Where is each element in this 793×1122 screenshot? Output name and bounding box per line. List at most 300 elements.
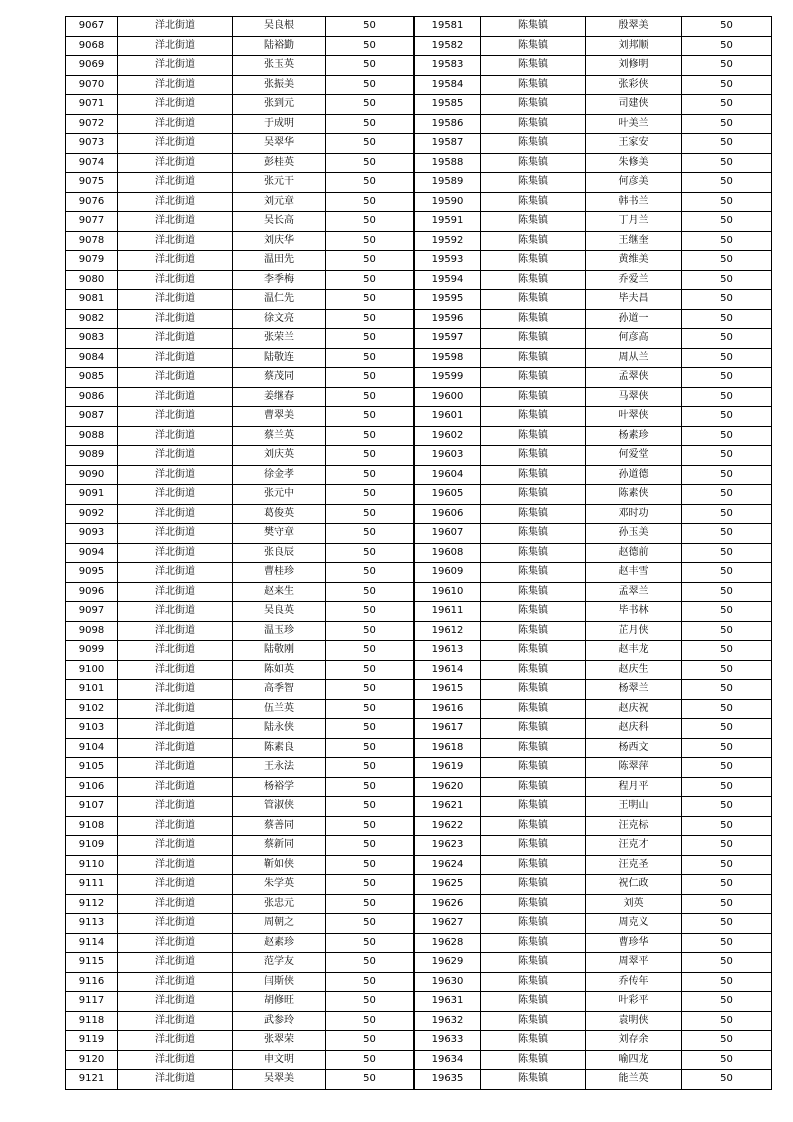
table-row — [415, 758, 772, 778]
table-row — [66, 602, 414, 622]
table-row — [66, 270, 414, 290]
name-cell: 孙道德 — [586, 465, 682, 485]
serial-number-cell: 9078 — [66, 231, 118, 251]
name-cell: 王永法 — [233, 758, 326, 778]
town-cell: 陈集镇 — [481, 134, 586, 154]
serial-number-cell: 19589 — [415, 173, 481, 193]
amount-cell: 50 — [682, 309, 772, 329]
name-cell: 毕夫昌 — [586, 290, 682, 310]
name-cell: 张振美 — [233, 75, 326, 95]
town-cell: 陈集镇 — [481, 251, 586, 271]
amount-cell: 50 — [682, 485, 772, 505]
amount-cell: 50 — [326, 992, 414, 1012]
serial-number-cell: 19622 — [415, 816, 481, 836]
town-cell: 陈集镇 — [481, 329, 586, 349]
town-cell: 洋北街道 — [118, 368, 233, 388]
town-cell: 陈集镇 — [481, 680, 586, 700]
amount-cell: 50 — [682, 446, 772, 466]
name-cell: 张玉英 — [233, 56, 326, 76]
amount-cell: 50 — [326, 621, 414, 641]
table-row — [66, 426, 414, 446]
amount-cell: 50 — [682, 504, 772, 524]
town-cell: 洋北街道 — [118, 797, 233, 817]
left-table-body — [66, 17, 414, 1090]
amount-cell: 50 — [326, 251, 414, 271]
serial-number-cell: 9115 — [66, 953, 118, 973]
amount-cell: 50 — [326, 387, 414, 407]
table-row — [66, 1011, 414, 1031]
serial-number-cell: 9095 — [66, 563, 118, 583]
amount-cell: 50 — [682, 972, 772, 992]
name-cell: 邓时功 — [586, 504, 682, 524]
amount-cell: 50 — [326, 875, 414, 895]
town-cell: 陈集镇 — [481, 407, 586, 427]
table-row — [66, 1070, 414, 1090]
amount-cell: 50 — [326, 738, 414, 758]
town-cell: 洋北街道 — [118, 933, 233, 953]
serial-number-cell: 9079 — [66, 251, 118, 271]
amount-cell: 50 — [682, 270, 772, 290]
table-row — [415, 407, 772, 427]
town-cell: 陈集镇 — [481, 699, 586, 719]
name-cell: 吴翠美 — [233, 1070, 326, 1090]
table-row — [415, 290, 772, 310]
amount-cell: 50 — [682, 680, 772, 700]
serial-number-cell: 19591 — [415, 212, 481, 232]
amount-cell: 50 — [326, 270, 414, 290]
town-cell: 洋北街道 — [118, 17, 233, 37]
name-cell: 喻四龙 — [586, 1050, 682, 1070]
table-row — [415, 173, 772, 193]
name-cell: 高季智 — [233, 680, 326, 700]
serial-number-cell: 19613 — [415, 641, 481, 661]
name-cell: 范学友 — [233, 953, 326, 973]
serial-number-cell: 9080 — [66, 270, 118, 290]
table-row — [415, 446, 772, 466]
town-cell: 陈集镇 — [481, 797, 586, 817]
serial-number-cell: 9094 — [66, 543, 118, 563]
amount-cell: 50 — [326, 134, 414, 154]
amount-cell: 50 — [682, 719, 772, 739]
table-row — [415, 212, 772, 232]
serial-number-cell: 19598 — [415, 348, 481, 368]
amount-cell: 50 — [326, 719, 414, 739]
town-cell: 洋北街道 — [118, 1050, 233, 1070]
name-cell: 曹翠美 — [233, 407, 326, 427]
name-cell: 闫斯侠 — [233, 972, 326, 992]
amount-cell: 50 — [682, 114, 772, 134]
table-row — [66, 192, 414, 212]
table-row — [415, 465, 772, 485]
serial-number-cell: 9075 — [66, 173, 118, 193]
name-cell: 曹珍华 — [586, 933, 682, 953]
name-cell: 何爱堂 — [586, 446, 682, 466]
table-row — [66, 114, 414, 134]
town-cell: 陈集镇 — [481, 446, 586, 466]
serial-number-cell: 19604 — [415, 465, 481, 485]
amount-cell: 50 — [682, 212, 772, 232]
table-row — [415, 953, 772, 973]
table-row — [415, 1050, 772, 1070]
name-cell: 陆永侠 — [233, 719, 326, 739]
table-row — [415, 329, 772, 349]
serial-number-cell: 9088 — [66, 426, 118, 446]
name-cell: 温田先 — [233, 251, 326, 271]
serial-number-cell: 19603 — [415, 446, 481, 466]
serial-number-cell: 9107 — [66, 797, 118, 817]
table-row — [415, 719, 772, 739]
town-cell: 洋北街道 — [118, 738, 233, 758]
serial-number-cell: 19594 — [415, 270, 481, 290]
table-row — [415, 504, 772, 524]
name-cell: 吴翠华 — [233, 134, 326, 154]
serial-number-cell: 9111 — [66, 875, 118, 895]
table-row — [66, 134, 414, 154]
amount-cell: 50 — [682, 290, 772, 310]
name-cell: 汪克圣 — [586, 855, 682, 875]
amount-cell: 50 — [326, 153, 414, 173]
amount-cell: 50 — [326, 309, 414, 329]
table-row — [66, 582, 414, 602]
table-row — [66, 1031, 414, 1051]
name-cell: 叶彩平 — [586, 992, 682, 1012]
town-cell: 洋北街道 — [118, 75, 233, 95]
name-cell: 吴长高 — [233, 212, 326, 232]
amount-cell: 50 — [326, 758, 414, 778]
amount-cell: 50 — [326, 1031, 414, 1051]
town-cell: 洋北街道 — [118, 231, 233, 251]
serial-number-cell: 9110 — [66, 855, 118, 875]
amount-cell: 50 — [682, 641, 772, 661]
table-row — [66, 680, 414, 700]
town-cell: 洋北街道 — [118, 173, 233, 193]
name-cell: 蔡兰英 — [233, 426, 326, 446]
town-cell: 陈集镇 — [481, 719, 586, 739]
amount-cell: 50 — [682, 368, 772, 388]
town-cell: 洋北街道 — [118, 329, 233, 349]
town-cell: 洋北街道 — [118, 543, 233, 563]
amount-cell: 50 — [326, 1050, 414, 1070]
name-cell: 伍兰英 — [233, 699, 326, 719]
amount-cell: 50 — [326, 1070, 414, 1090]
amount-cell: 50 — [326, 407, 414, 427]
table-row — [415, 660, 772, 680]
town-cell: 洋北街道 — [118, 719, 233, 739]
amount-cell: 50 — [326, 933, 414, 953]
town-cell: 陈集镇 — [481, 192, 586, 212]
table-row — [415, 114, 772, 134]
serial-number-cell: 9093 — [66, 524, 118, 544]
table-row — [415, 95, 772, 115]
amount-cell: 50 — [326, 543, 414, 563]
name-cell: 赵丰雪 — [586, 563, 682, 583]
town-cell: 陈集镇 — [481, 855, 586, 875]
amount-cell: 50 — [682, 699, 772, 719]
table-row — [66, 212, 414, 232]
serial-number-cell: 9087 — [66, 407, 118, 427]
town-cell: 陈集镇 — [481, 621, 586, 641]
table-row — [66, 855, 414, 875]
serial-number-cell: 9112 — [66, 894, 118, 914]
name-cell: 李季梅 — [233, 270, 326, 290]
town-cell: 陈集镇 — [481, 36, 586, 56]
table-row — [66, 56, 414, 76]
name-cell: 赵庆生 — [586, 660, 682, 680]
town-cell: 洋北街道 — [118, 36, 233, 56]
table-row — [66, 329, 414, 349]
amount-cell: 50 — [682, 192, 772, 212]
serial-number-cell: 19624 — [415, 855, 481, 875]
serial-number-cell: 9084 — [66, 348, 118, 368]
town-cell: 陈集镇 — [481, 309, 586, 329]
name-cell: 樊守章 — [233, 524, 326, 544]
serial-number-cell: 9101 — [66, 680, 118, 700]
town-cell: 洋北街道 — [118, 641, 233, 661]
serial-number-cell: 19633 — [415, 1031, 481, 1051]
town-cell: 洋北街道 — [118, 972, 233, 992]
serial-number-cell: 19630 — [415, 972, 481, 992]
amount-cell: 50 — [682, 524, 772, 544]
amount-cell: 50 — [682, 738, 772, 758]
table-row — [66, 738, 414, 758]
town-cell: 洋北街道 — [118, 114, 233, 134]
name-cell: 殷翠美 — [586, 17, 682, 37]
name-cell: 曹桂珍 — [233, 563, 326, 583]
table-row — [415, 894, 772, 914]
town-cell: 洋北街道 — [118, 777, 233, 797]
name-cell: 张彩侠 — [586, 75, 682, 95]
amount-cell: 50 — [326, 231, 414, 251]
name-cell: 彭桂英 — [233, 153, 326, 173]
town-cell: 洋北街道 — [118, 582, 233, 602]
amount-cell: 50 — [682, 875, 772, 895]
town-cell: 洋北街道 — [118, 914, 233, 934]
amount-cell: 50 — [326, 329, 414, 349]
amount-cell: 50 — [682, 426, 772, 446]
name-cell: 刘庆英 — [233, 446, 326, 466]
serial-number-cell: 19608 — [415, 543, 481, 563]
table-row — [415, 738, 772, 758]
amount-cell: 50 — [326, 192, 414, 212]
serial-number-cell: 19601 — [415, 407, 481, 427]
name-cell: 何彦美 — [586, 173, 682, 193]
serial-number-cell: 19590 — [415, 192, 481, 212]
serial-number-cell: 9121 — [66, 1070, 118, 1090]
serial-number-cell: 19592 — [415, 231, 481, 251]
serial-number-cell: 9072 — [66, 114, 118, 134]
town-cell: 洋北街道 — [118, 836, 233, 856]
serial-number-cell: 19619 — [415, 758, 481, 778]
serial-number-cell: 9096 — [66, 582, 118, 602]
town-cell: 陈集镇 — [481, 972, 586, 992]
serial-number-cell: 19581 — [415, 17, 481, 37]
town-cell: 陈集镇 — [481, 114, 586, 134]
town-cell: 洋北街道 — [118, 407, 233, 427]
serial-number-cell: 9100 — [66, 660, 118, 680]
amount-cell: 50 — [326, 348, 414, 368]
amount-cell: 50 — [682, 75, 772, 95]
name-cell: 刘修明 — [586, 56, 682, 76]
table-row — [66, 348, 414, 368]
name-cell: 赵丰龙 — [586, 641, 682, 661]
amount-cell: 50 — [682, 602, 772, 622]
town-cell: 陈集镇 — [481, 231, 586, 251]
serial-number-cell: 9116 — [66, 972, 118, 992]
table-row — [66, 75, 414, 95]
town-cell: 洋北街道 — [118, 95, 233, 115]
table-row — [66, 816, 414, 836]
town-cell: 陈集镇 — [481, 543, 586, 563]
name-cell: 温玉珍 — [233, 621, 326, 641]
town-cell: 陈集镇 — [481, 836, 586, 856]
name-cell: 司建侠 — [586, 95, 682, 115]
table-row — [66, 933, 414, 953]
town-cell: 洋北街道 — [118, 504, 233, 524]
serial-number-cell: 9106 — [66, 777, 118, 797]
name-cell: 徐文亮 — [233, 309, 326, 329]
serial-number-cell: 19621 — [415, 797, 481, 817]
town-cell: 陈集镇 — [481, 368, 586, 388]
serial-number-cell: 19628 — [415, 933, 481, 953]
table-row — [415, 992, 772, 1012]
town-cell: 陈集镇 — [481, 1031, 586, 1051]
serial-number-cell: 19634 — [415, 1050, 481, 1070]
amount-cell: 50 — [326, 914, 414, 934]
amount-cell: 50 — [326, 290, 414, 310]
name-cell: 何彦高 — [586, 329, 682, 349]
serial-number-cell: 9090 — [66, 465, 118, 485]
town-cell: 洋北街道 — [118, 894, 233, 914]
amount-cell: 50 — [682, 348, 772, 368]
serial-number-cell: 9109 — [66, 836, 118, 856]
town-cell: 陈集镇 — [481, 933, 586, 953]
table-row — [66, 758, 414, 778]
town-cell: 陈集镇 — [481, 563, 586, 583]
table-row — [66, 153, 414, 173]
amount-cell: 50 — [326, 1011, 414, 1031]
name-cell: 叶翠侠 — [586, 407, 682, 427]
table-row — [415, 602, 772, 622]
town-cell: 陈集镇 — [481, 524, 586, 544]
name-cell: 张忠元 — [233, 894, 326, 914]
serial-number-cell: 19625 — [415, 875, 481, 895]
name-cell: 杨翠兰 — [586, 680, 682, 700]
amount-cell: 50 — [682, 797, 772, 817]
table-row — [415, 875, 772, 895]
serial-number-cell: 9099 — [66, 641, 118, 661]
amount-cell: 50 — [682, 855, 772, 875]
table-row — [415, 563, 772, 583]
name-cell: 赵庆科 — [586, 719, 682, 739]
town-cell: 陈集镇 — [481, 641, 586, 661]
serial-number-cell: 19631 — [415, 992, 481, 1012]
name-cell: 吴良根 — [233, 17, 326, 37]
name-cell: 陈翠萍 — [586, 758, 682, 778]
serial-number-cell: 19610 — [415, 582, 481, 602]
serial-number-cell: 9108 — [66, 816, 118, 836]
amount-cell: 50 — [326, 426, 414, 446]
town-cell: 陈集镇 — [481, 992, 586, 1012]
table-row — [66, 465, 414, 485]
amount-cell: 50 — [682, 1050, 772, 1070]
name-cell: 孙道一 — [586, 309, 682, 329]
table-row — [66, 290, 414, 310]
table-row — [415, 641, 772, 661]
name-cell: 王继奎 — [586, 231, 682, 251]
amount-cell: 50 — [682, 329, 772, 349]
town-cell: 洋北街道 — [118, 426, 233, 446]
name-cell: 芷月侠 — [586, 621, 682, 641]
name-cell: 葛俊英 — [233, 504, 326, 524]
town-cell: 洋北街道 — [118, 758, 233, 778]
serial-number-cell: 9118 — [66, 1011, 118, 1031]
amount-cell: 50 — [326, 56, 414, 76]
name-cell: 张元干 — [233, 173, 326, 193]
amount-cell: 50 — [682, 173, 772, 193]
town-cell: 洋北街道 — [118, 348, 233, 368]
name-cell: 程月平 — [586, 777, 682, 797]
name-cell: 乔爱兰 — [586, 270, 682, 290]
amount-cell: 50 — [326, 660, 414, 680]
table-row — [415, 543, 772, 563]
amount-cell: 50 — [682, 660, 772, 680]
serial-number-cell: 9102 — [66, 699, 118, 719]
amount-cell: 50 — [682, 1070, 772, 1090]
serial-number-cell: 19617 — [415, 719, 481, 739]
table-row — [66, 972, 414, 992]
table-row — [66, 875, 414, 895]
town-cell: 洋北街道 — [118, 134, 233, 154]
amount-cell: 50 — [326, 602, 414, 622]
name-cell: 陈素侠 — [586, 485, 682, 505]
serial-number-cell: 9073 — [66, 134, 118, 154]
table-row — [415, 680, 772, 700]
name-cell: 申文明 — [233, 1050, 326, 1070]
amount-cell: 50 — [326, 680, 414, 700]
town-cell: 洋北街道 — [118, 875, 233, 895]
amount-cell: 50 — [326, 485, 414, 505]
table-row — [415, 914, 772, 934]
serial-number-cell: 19605 — [415, 485, 481, 505]
town-cell: 陈集镇 — [481, 270, 586, 290]
table-row — [66, 1050, 414, 1070]
serial-number-cell: 9119 — [66, 1031, 118, 1051]
serial-number-cell: 19602 — [415, 426, 481, 446]
town-cell: 陈集镇 — [481, 426, 586, 446]
table-row — [66, 309, 414, 329]
table-row — [415, 251, 772, 271]
amount-cell: 50 — [326, 836, 414, 856]
name-cell: 孟翠侠 — [586, 368, 682, 388]
table-row — [66, 387, 414, 407]
amount-cell: 50 — [326, 368, 414, 388]
table-row — [415, 797, 772, 817]
town-cell: 陈集镇 — [481, 465, 586, 485]
town-cell: 洋北街道 — [118, 680, 233, 700]
serial-number-cell: 9113 — [66, 914, 118, 934]
amount-cell: 50 — [682, 621, 772, 641]
amount-cell: 50 — [326, 114, 414, 134]
table-row — [415, 36, 772, 56]
name-cell: 胡修旺 — [233, 992, 326, 1012]
amount-cell: 50 — [682, 563, 772, 583]
amount-cell: 50 — [326, 641, 414, 661]
amount-cell: 50 — [326, 17, 414, 37]
town-cell: 洋北街道 — [118, 602, 233, 622]
table-row — [415, 816, 772, 836]
table-row — [66, 543, 414, 563]
town-cell: 洋北街道 — [118, 387, 233, 407]
